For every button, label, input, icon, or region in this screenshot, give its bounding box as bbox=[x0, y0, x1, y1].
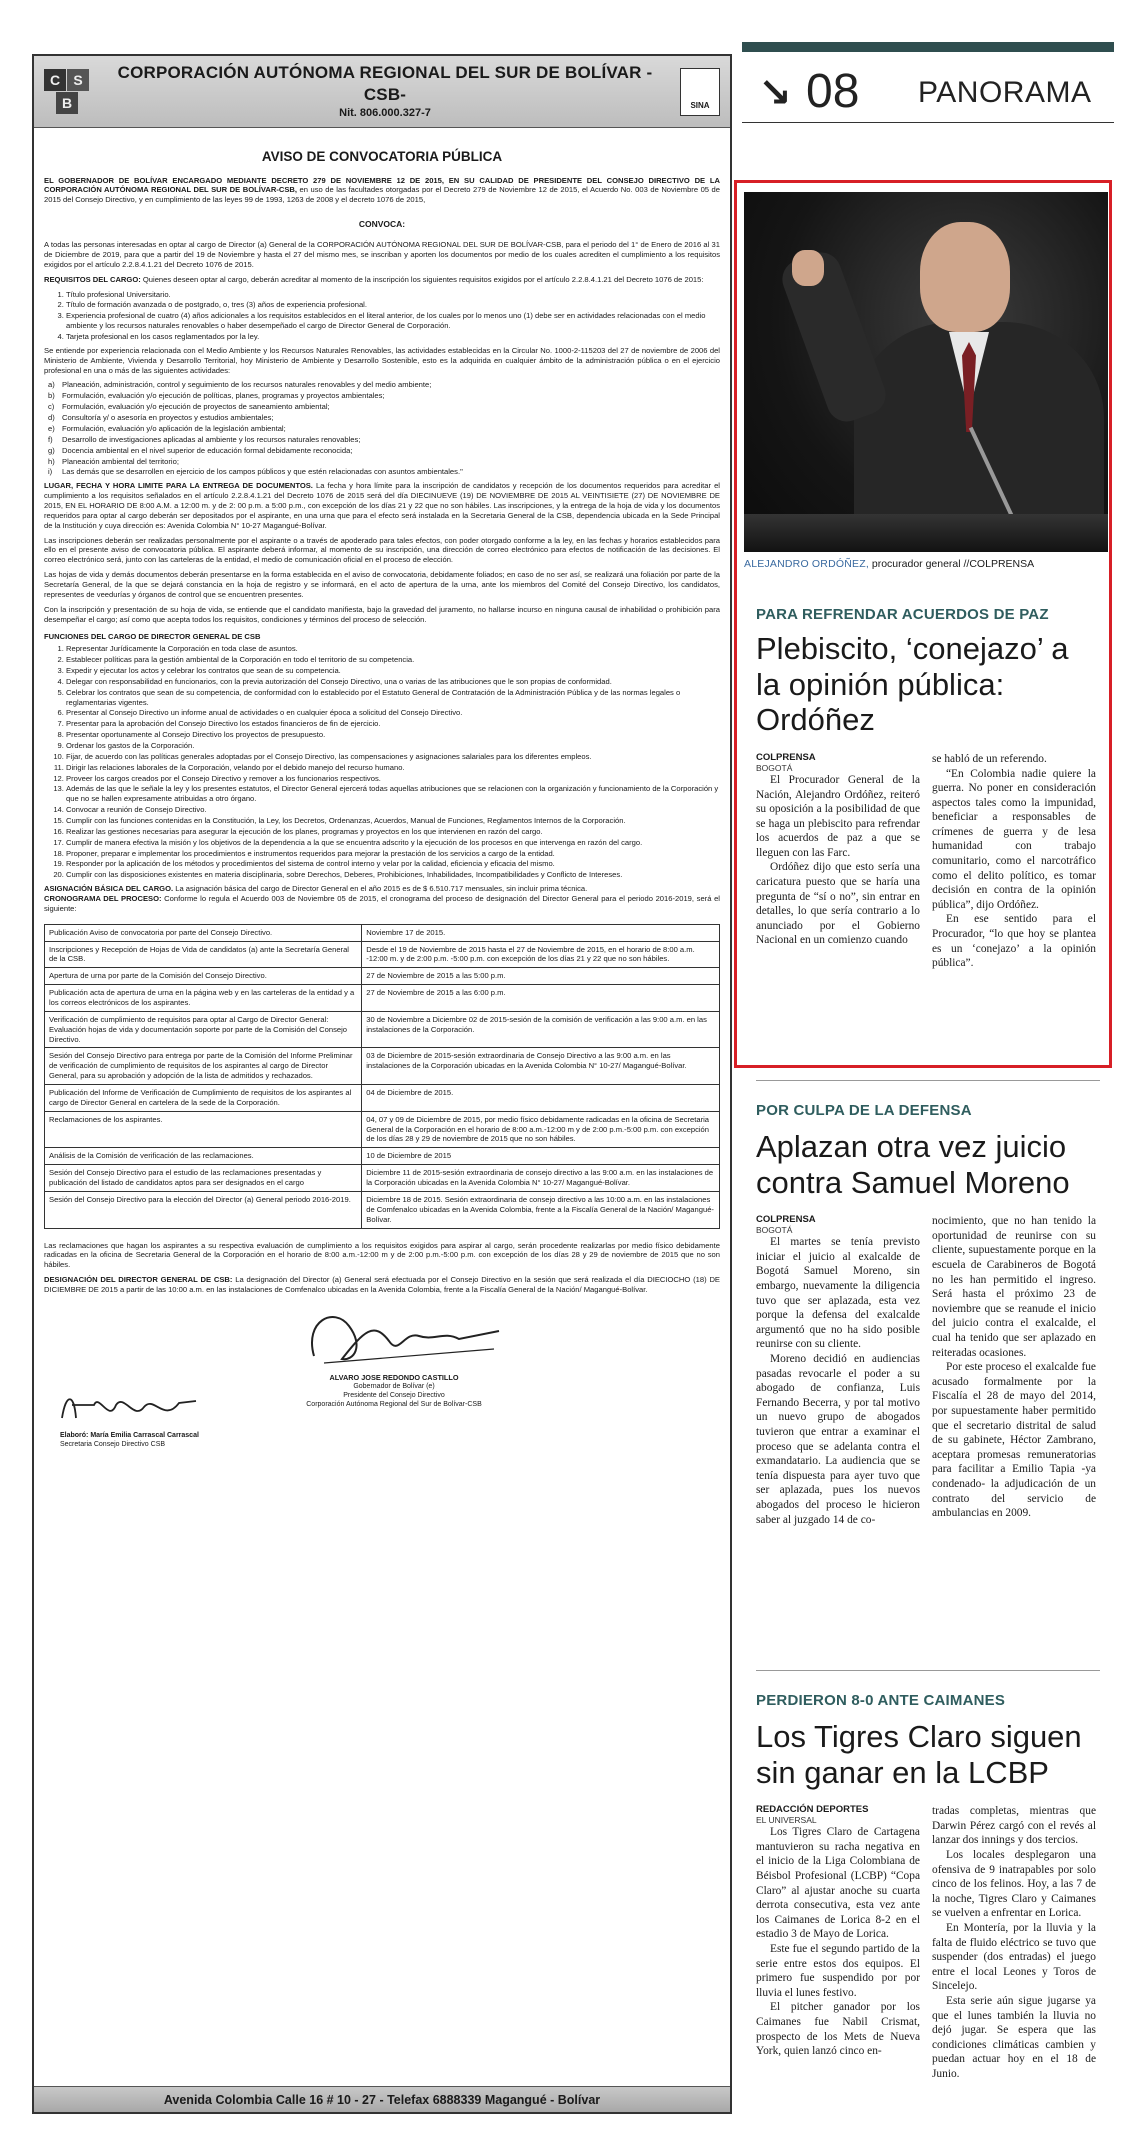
section-title: PANORAMA bbox=[918, 76, 1092, 109]
list-item: 4. Delegar con responsabilidad en funcionarios, con la previa autorización del Consejo Directivo, una o varias de las atribuciones que le son propias de conformidad. bbox=[66, 677, 720, 687]
article-headline: Plebiscito, ‘conejazo’ a la opinión pública: Ordóñez bbox=[756, 631, 1069, 738]
list-item: 9. Ordenar los gastos de la Corporación. bbox=[66, 741, 720, 751]
paragraph: Esta serie aún sigue jugarse ya que el lunes también la lluvia no dejó jugar. Se espera que las condiciones climáticas cambien y puedan actuar hoy en el 18 de Junio. bbox=[932, 1995, 1096, 2080]
list-item: 14. Convocar a reunión de Consejo Directivo. bbox=[66, 805, 720, 815]
byline: REDACCIÓN DEPORTES bbox=[756, 1804, 869, 1816]
list-item: 12. Proveer los cargos creados por el Consejo Directivo y remover a los funcionarios respectivos. bbox=[66, 774, 720, 784]
notice-footer: Avenida Colombia Calle 16 # 10 - 27 - Telefax 6888339 Magangué - Bolívar bbox=[34, 2086, 730, 2112]
intro-bold: EL GOBERNADOR DE BOLÍVAR ENCARGADO MEDIANTE DECRETO 279 DE NOVIEMBRE 12 DE 2015, EN SU CALIDAD DE PRESIDENTE DEL CONSEJO DIRECTIVO DE LA CORPORACIÓN AUTÓNOMA REGIONAL DEL SUR DE BOLÍVAR-CSB, bbox=[44, 175, 720, 195]
requisitos-text: Quienes deseen optar al cargo, deberán acreditar al momento de la inscripción los siguientes requisitos exigidos por el artículo 2.2.8.4.1.21 del Decreto 1076 de 2015: bbox=[142, 274, 704, 284]
byline: COLPRENSA bbox=[756, 1214, 816, 1226]
paragraph: El pitcher ganador por los Caimanes fue Nabil Crismat, prospecto de los Mets de Nueva York, quien lanzó cinco en- bbox=[756, 2001, 920, 2058]
list-item: g) Docencia ambiental en el nivel superior de educación formal debidamente reconocida; bbox=[48, 445, 353, 455]
table-cell: Publicación acta de apertura de urna en la página web y en las carteleras de la entidad y a los correos electrónicos de los aspirantes. bbox=[45, 985, 362, 1012]
table-row bbox=[45, 1148, 720, 1165]
designacion-paragraph bbox=[44, 1275, 720, 1295]
list-item: 11. Dirigir las relaciones laborales de la Corporación, velando por el debido manejo del recurso humano. bbox=[66, 763, 720, 773]
dateline: EL UNIVERSAL bbox=[756, 1815, 817, 1826]
paragraph: nocimiento, que no han tenido la oportunidad de reunirse con su cliente, supuestamente porque en la escuela de Carabineros de Bogotá no les han permitido el ingreso. Será hasta el próximo 23 de noviembre que se reanude el inicio del juicio contra el exalcalde, el cual ha tenido que ser aplazado en reiteradas ocasiones. bbox=[932, 1215, 1096, 1359]
intro-text: en uso de las facultades otorgadas por el Decreto 279 de Noviembre 12 de 2015, el Acuerdo No. 003 de Noviembre 05 de 2015 del Consejo Directivo, y en cumplimiento de las leyes 99 de 1993, 1263 de 2008 y el decreto 1076 de 2015, bbox=[44, 185, 720, 205]
paragraph: El martes se tenía previsto iniciar el juicio al exalcalde de Bogotá Samuel Moreno, sin embargo, nuevamente la diligencia tuvo que ser aplazada, esta vez porque la defensa del exalcalde argumentó que no ha sido posible reunirse con su cliente. bbox=[756, 1236, 920, 1351]
table-row bbox=[45, 985, 720, 1012]
list-item: 16. Realizar las gestiones necesarias para asegurar la ejecución de los planes, programas y proyectos en los que intervienen en razón del cargo. bbox=[66, 827, 720, 837]
paragraph: Por este proceso el exalcalde fue acusado formalmente por la Fiscalía el 28 de mayo del 2014, por supuestamente haber permitido que el secretario distrital de salud de su gabinete, Héctor Zambrano, aceptara promesas remuneratorias para facilitar a Emilio Tapia -ya condenado- la adjudicación de un contrato del servicio de ambulancias en 2009. bbox=[932, 1361, 1096, 1520]
list-item: e) Formulación, evaluación y/o aplicación de la legislación ambiental; bbox=[48, 423, 286, 433]
list-item: h) Planeación ambiental del territorio; bbox=[48, 456, 179, 466]
table-row bbox=[45, 924, 720, 941]
requisitos-paragraph bbox=[44, 275, 720, 285]
signer-name: ALVARO JOSE REDONDO CASTILLO bbox=[329, 1372, 459, 1382]
ordonez-photo bbox=[744, 192, 1108, 552]
org-nit: Nit. 806.000.327-7 bbox=[339, 107, 431, 120]
table-cell: Verificación de cumplimiento de requisitos para optar al Cargo de Director General: Evaluación hojas de vida y documentación soporte por parte de la Comisión del Consejo Directivo. bbox=[45, 1011, 362, 1048]
table-cell: 03 de Diciembre de 2015-sesión extraordinaria de Consejo Directivo a las 9:00 a.m. en las instalaciones de la Corporación ubicadas en la Avenida Colombia N° 10-27/ Magangué-Bolívar. bbox=[362, 1048, 720, 1085]
table-cell: Diciembre 18 de 2015. Sesión extraordinaria de consejo directivo a las 10:00 a.m. en las instalaciones de Comfenalco ubicadas en la Avenida Colombia, frente a la Fiscalía General de la Nación/ Magangué-Bolívar. bbox=[362, 1191, 720, 1228]
table-cell: 10 de Diciembre de 2015 bbox=[362, 1148, 720, 1165]
arrow-icon: ↘ bbox=[758, 70, 792, 116]
header-bar bbox=[742, 42, 1114, 52]
prepared-by: Elaboró: María Emilia Carrascal Carrascal bbox=[60, 1431, 199, 1439]
designacion-label: DESIGNACIÓN DEL DIRECTOR GENERAL DE CSB: bbox=[44, 1275, 233, 1285]
sina-logo: SINA bbox=[680, 68, 720, 116]
dateline: BOGOTÁ bbox=[756, 1225, 793, 1236]
table-cell: Noviembre 17 de 2015. bbox=[362, 924, 720, 941]
list-item: 18. Proponer, preparar e implementar los procedimientos e instrumentos requeridos para mejorar la prestación de los servicios a cargo de la entidad. bbox=[66, 849, 720, 859]
asignacion-label: ASIGNACIÓN BÁSICA DEL CARGO. bbox=[44, 884, 174, 894]
lugar-text-4: Con la inscripción y presentación de su hoja de vida, se entiende que el candidato manifiesta, bajo la gravedad del juramento, no hallarse incurso en ninguna causal de inhabilidad o prohibición para desempeñar el cargo; así como que acepta todos los requisitos, condiciones y términos del proceso de selección. bbox=[44, 604, 720, 624]
table-cell: 04, 07 y 09 de Diciembre de 2015, por medio físico debidamente radicadas en la oficina de Secretaria General de la Corporación en el horario de 8:00 a.m.-12:00 m y de 2:00 p.m.-5:00 p.m. con excepción de los días 28 y 29 de noviembre de 2015 que no son hábiles. bbox=[362, 1111, 720, 1148]
table-cell: Sesión del Consejo Directivo para la elección del Director (a) General periodo 2016-2019. bbox=[45, 1191, 362, 1228]
list-item: 17. Cumplir de manera efectiva la misión y los objetivos de la dependencia a la que se encuentra adscrito y la ejecución de los procesos en que intervenga en razón del cargo. bbox=[66, 838, 720, 848]
table-cell: Sesión del Consejo Directivo para entrega por parte de la Comisión del Informe Preliminar de verificación de cumplimiento de requisitos de los aspirantes al cargo de Director General, para su aprobación y adopción de la lista de admitidos y rechazados. bbox=[45, 1048, 362, 1085]
cronograma-text: Conforme lo regula el Acuerdo 003 de Noviembre 05 de 2015, el cronograma del proceso de designación del Director General para el periodo 2016-2019, será el siguiente: bbox=[44, 894, 720, 913]
governor-signature-block bbox=[234, 1373, 554, 1410]
list-item: 5. Celebrar los contratos que sean de su competencia, de conformidad con lo establecido por el Estatuto General de Contratación de la Administración Pública y de las normas legales o reglamentarias vigentes. bbox=[66, 688, 720, 708]
prepared-role: Secretaria Consejo Directivo CSB bbox=[60, 1440, 166, 1448]
org-block bbox=[100, 62, 670, 120]
logo-letter: C bbox=[44, 69, 66, 91]
list-item: 2. Título de formación avanzada o de postgrado, o, tres (3) años de experiencia profesional. bbox=[66, 300, 720, 310]
table-cell: Análisis de la Comisión de verificación de las reclamaciones. bbox=[45, 1148, 362, 1165]
article-body bbox=[756, 1804, 1096, 2081]
table-cell: Desde el 19 de Noviembre de 2015 hasta el 27 de Noviembre de 2015, en el horario de 8:00 a.m. -12:00 m. y de 2:00 p.m. -5:00 p.m. con excepción de los días 21 y 22 que no son hábiles. bbox=[362, 941, 720, 968]
list-item: a) Planeación, administración, control y seguimiento de los recursos naturales renovables y del medio ambiente; bbox=[48, 380, 432, 390]
photo-caption bbox=[744, 558, 1110, 570]
table-cell: Apertura de urna por parte de la Comisión del Consejo Directivo. bbox=[45, 968, 362, 985]
notice-title: AVISO DE CONVOCATORIA PÚBLICA bbox=[261, 149, 503, 164]
experiencia-text: Se entiende por experiencia relacionada con el Medio Ambiente y los Recursos Naturales Renovables, las actividades establecidas en la Circular No. 1000-2-115203 del 27 de noviembre de 2006 del Ministerio de Ambiente, Vivienda y Desarrollo Territorial, hoy Ministerio de Ambiente y Desarrollo Sostenible, esto es la adquirida en cualquier ámbito de la administración pública o en el ejercicio profesional en una o más de las siguientes actividades: bbox=[44, 345, 720, 375]
article-body bbox=[756, 1214, 1096, 1527]
signature-area bbox=[44, 1301, 720, 1471]
table-row bbox=[45, 1111, 720, 1148]
list-item: 19. Responder por la aplicación de los métodos y procedimientos del sistema de control interno y velar por la calidad, eficiencia y eficacia del mismo. bbox=[66, 859, 720, 869]
notice-intro bbox=[44, 176, 720, 206]
paragraph: Moreno decidió en audiencias pasadas revocarle el poder a su abogado de confianza, Luis Fernando Becerra, y por tal motivo un nuevo grupo de abogados tuvieron que entrar a examinar el proceso que se adelanta contra el exmandatario. La audiencia que se tenía dispuesta para ayer tuvo que ser aplazada, pues los nuevos abogados del proceso le hicieron saber al juzgado 14 de co- bbox=[756, 1353, 920, 1526]
table-cell: 27 de Noviembre de 2015 a las 5:00 p.m. bbox=[362, 968, 720, 985]
lugar-text-2: Las inscripciones deberán ser realizadas personalmente por el aspirante o a través de apoderado para tales efectos, con poder otorgado conforme a la ley, en las fechas y horarios establecidos para ello en el presente aviso de convocatoria pública. El aspirante deberá informar, al momento de su inscripción, una dirección de correo electrónico para efectos de notificación de las decisiones. El correo electrónico será, junto con las carteleras de la entidad, el medio de comunicación oficial en el proceso de elección. bbox=[44, 535, 720, 565]
table-cell: Diciembre 11 de 2015-sesión extraordinaria de consejo directivo a las 9:00 a.m. en las instalaciones de la Corporación ubicadas en la Avenida Colombia N° 10-27/ Magangué-Bolívar. bbox=[362, 1165, 720, 1192]
lugar-text: La fecha y hora límite para la inscripción de candidatos y recepción de los documentos requeridos para acreditar el cumplimiento a los requisitos señalados en el artículo 2.2.8.4.1.21 del Decreto 1076 de 2015 será del día DIECINUEVE (19) DE NOVIEMBRE DE 2015 AL VEINTISIETE (27) DE NOVIEMBRE DE 2015, EN EL HORARIO DE 8:00 A.M. a 12:00 m. y de 2: 00 p.m. a 5:00 p.m., con excepción de los días 21 y 22 que no son hábiles. Las inscripciones, y la entrega de la hoja de vida y los documentos requeridos para optar al cargo deberán ser depositados por el aspirante, en una urna que para el efecto será instalada en la Secretaria General de la CSB, dependencia ubicada en la Sede Principal de la Institución y cuya dirección es: Avenida Colombia N° 10-27 Magangué-Bolívar. bbox=[44, 481, 720, 530]
paragraph: Ordóñez dijo que esto sería una caricatura puesto que se haría una pregunta de “sí o no”, sin entrar en detalles, lo que sería contrario a lo anunciado por el Gobierno Nacional en un comienzo cuando bbox=[756, 861, 920, 947]
list-item: 6. Presentar al Consejo Directivo un informe anual de actividades o en cualquier época a solicitud del Consejo Directivo. bbox=[66, 708, 720, 718]
secretary-signature bbox=[54, 1383, 204, 1433]
cronograma-label: CRONOGRAMA DEL PROCESO: bbox=[44, 894, 162, 904]
table-cell: Sesión del Consejo Directivo para el estudio de las reclamaciones presentadas y publicación del listado de candidatos aptos para ser designados en el cargo bbox=[45, 1165, 362, 1192]
funciones-heading: FUNCIONES DEL CARGO DE DIRECTOR GENERAL DE CSB bbox=[44, 632, 261, 642]
table-row bbox=[45, 1165, 720, 1192]
list-item: 2. Establecer políticas para la gestión ambiental de la Corporación en todo el territorio de su competencia. bbox=[66, 655, 720, 665]
caption-name: ALEJANDRO ORDÓÑEZ, bbox=[744, 558, 869, 570]
list-item: 8. Presentar oportunamente al Consejo Directivo los proyectos de presupuesto. bbox=[66, 730, 720, 740]
paragraph: tradas completas, mientras que Darwin Pérez cargó con el revés al lanzar dos innings y dos tercios. bbox=[932, 1805, 1096, 1847]
table-row bbox=[45, 941, 720, 968]
funciones-list bbox=[66, 644, 720, 880]
signer-role: Gobernador de Bolívar (e) bbox=[353, 1383, 435, 1391]
paragraph: Los locales desplegaron una ofensiva de 9 inatrapables por solo cinco de los felinos. Hoy, a las 7 de la noche, Tigres Claro y Caimanes se vuelven a enfrentar en Lorica. bbox=[932, 1849, 1096, 1920]
caption-text: procurador general //COLPRENSA bbox=[871, 558, 1035, 570]
list-item: 7. Presentar para la aprobación del Consejo Directivo los estados financieros de fin de ejercicio. bbox=[66, 719, 720, 729]
designacion-text: La designación del Director (a) General será efectuada por el Consejo Directivo en la sesión que será realizada el día DIECIOCHO (18) DE DICIEMBRE DE 2015 a partir de las 10:00 a.m. en las instalaciones de Comfenalco ubicadas en la Avenida Colombia, frente a la Fiscalía General de la Nación/ Magangué-Bolívar. bbox=[44, 1275, 720, 1294]
paragraph: El Procurador General de la Nación, Alejandro Ordóñez, reiteró su oposición a la posibilidad de que se haga un plebiscito para refrendar los acuerdos de paz a que se lleguen con las Farc. bbox=[756, 773, 920, 859]
table-cell: 30 de Noviembre a Diciembre 02 de 2015-sesión de la comisión de verificación a las 9:00 a.m. en las instalaciones de la Corporación. bbox=[362, 1011, 720, 1048]
asignacion-text: La asignación básica del cargo de Director General en el año 2015 es de $ 6.510.717 mensuales, sin incluir prima técnica. bbox=[175, 884, 588, 894]
newspaper-page bbox=[742, 40, 1114, 2120]
table-cell: 04 de Diciembre de 2015. bbox=[362, 1085, 720, 1112]
page-number: 08 bbox=[806, 65, 860, 118]
list-item: 4. Tarjeta profesional en los casos reglamentados por la ley. bbox=[66, 332, 720, 342]
lugar-text-3: Las hojas de vida y demás documentos deberán presentarse en la forma establecida en el aviso de convocatoria, debidamente foliados; en caso de no ser así, se realizará una foliación por parte de la Secretaría General, de la que se dejará constancia en la hoja de registro y se informará, en el acto de apertura de la urna, ante los miembros del Comité del Consejo Directivo, los candidatos, representes de veedurías y órganos de control que se encuentren presentes. bbox=[44, 570, 720, 599]
table-row bbox=[45, 1191, 720, 1228]
list-item: 1. Representar Jurídicamente la Corporación en toda clase de asuntos. bbox=[66, 644, 720, 654]
list-item: d) Consultoría y/ o asesoría en proyectos y estudios ambientales; bbox=[48, 413, 274, 423]
list-item: 1. Título profesional Universitario. bbox=[66, 290, 720, 300]
governor-signature bbox=[294, 1301, 514, 1371]
schedule-table bbox=[44, 924, 720, 1229]
paragraph: En Montería, por la lluvia y la falta de fluido eléctrico se tuvo que suspender (dos entradas) el juego entre el local Leones y Toros de Sincelejo. bbox=[932, 1922, 1096, 1993]
table-cell: Inscripciones y Recepción de Hojas de Vida de candidatos (a) ante la Secretaría General de la CSB. bbox=[45, 941, 362, 968]
list-item: b) Formulación, evaluación y/o ejecución de políticas, planes, programas y proyectos ambientales; bbox=[48, 391, 385, 401]
requisitos-label: REQUISITOS DEL CARGO: bbox=[44, 274, 141, 284]
article-kicker: POR CULPA DE LA DEFENSA bbox=[756, 1102, 972, 1119]
divider bbox=[756, 1080, 1100, 1081]
article-body bbox=[756, 752, 1096, 971]
list-item: 10. Fijar, de acuerdo con las políticas generales adoptadas por el Consejo Directivo, las compensaciones y asignaciones salariales para los diferentes empleos. bbox=[66, 752, 720, 762]
list-item: 20. Cumplir con las disposiciones existentes en materia disciplinaria, sobre Derechos, Deberes, Prohibiciones, Inhabilidades, Incompatibilidades y Conflicto de Intereses. bbox=[66, 870, 720, 880]
list-item: c) Formulación, evaluación y/o ejecución de proyectos de saneamiento ambiental; bbox=[48, 402, 330, 412]
list-item: 13. Además de las que le señale la ley y los presentes estatutos, el Director General ejercerá todas aquellas atribuciones que se relacionen con la organización y funcionamiento de la Corporación y que no se hallen expresamente atribuidas a otro órgano. bbox=[66, 784, 720, 804]
article-tigres-claro bbox=[756, 1692, 1096, 2082]
table-cell: Reclamaciones de los aspirantes. bbox=[45, 1111, 362, 1148]
article-plebiscito bbox=[756, 606, 1096, 971]
list-item: f) Desarrollo de investigaciones aplicadas al ambiente y los recursos naturales renovables; bbox=[48, 434, 361, 444]
list-item: 3. Experiencia profesional de cuatro (4) años adicionales a los requisitos establecidos en el literal anterior, de los cuales por lo menos uno (1) debe ser en actividades relacionadas con el medio ambiente y los recursos naturales renovables o haber desempeñado el cargo de Director General de Corporación. bbox=[66, 311, 720, 331]
list-item: 3. Expedir y ejecutar los actos y celebrar los contratos que sean de su competencia. bbox=[66, 666, 720, 676]
section-header bbox=[742, 40, 1114, 128]
secretary-signature-block bbox=[60, 1431, 300, 1449]
paragraph: se habló de un referendo. bbox=[932, 752, 1047, 765]
table-cell: 27 de Noviembre de 2015 a las 6:00 p.m. bbox=[362, 985, 720, 1012]
notice-header bbox=[34, 56, 730, 128]
public-notice bbox=[32, 54, 732, 2114]
paragraph: Este fue el segundo partido de la serie entre estos dos equipos. El primero fue suspendido por por lluvia el lunes festivo. bbox=[756, 1943, 920, 1999]
org-name: CORPORACIÓN AUTÓNOMA REGIONAL DEL SUR DE BOLÍVAR -CSB- bbox=[117, 63, 653, 105]
article-kicker: PARA REFRENDAR ACUERDOS DE PAZ bbox=[756, 606, 1049, 623]
logo-letter: B bbox=[56, 92, 78, 114]
article-samuel-moreno bbox=[756, 1102, 1096, 1527]
csb-logo bbox=[44, 69, 90, 115]
requisitos-list bbox=[66, 290, 720, 342]
divider bbox=[756, 1670, 1100, 1671]
table-row bbox=[45, 968, 720, 985]
signer-role: Corporación Autónoma Regional del Sur de Bolívar-CSB bbox=[306, 1401, 482, 1409]
signer-role: Presidente del Consejo Directivo bbox=[343, 1392, 445, 1400]
list-item: 15. Cumplir con las funciones contenidas en la Constitución, la Ley, los Decretos, Ordenanzas, Acuerdos, Manual de Funciones, Reglamentos Internos de la Corporación. bbox=[66, 816, 720, 826]
table-row bbox=[45, 1048, 720, 1085]
reclamaciones-text: Las reclamaciones que hagan los aspirantes a su respectiva evaluación de cumplimiento a los requisitos exigidos para aspirar al cargo, serán procedente realizarlas por medio físico debidamente radicadas en la oficina de Secretaria General de la Corporación en el horario de 8:00 a.m.-12:00 m y de 2:00 p.m.-5:00 p.m. con excepción de los días 28 y 29 de noviembre de 2015 que no son hábiles. bbox=[44, 1240, 720, 1270]
byline: COLPRENSA bbox=[756, 751, 816, 763]
article-kicker: PERDIERON 8-0 ANTE CAIMANES bbox=[756, 1692, 1006, 1709]
dateline: BOGOTÁ bbox=[756, 762, 793, 773]
lugar-label: LUGAR, FECHA Y HORA LIMITE PARA LA ENTREGA DE DOCUMENTOS. bbox=[44, 481, 313, 491]
convoca-text: A todas las personas interesadas en optar al cargo de Director (a) General de la CORPORACIÓN AUTÓNOMA REGIONAL DEL SUR DE BOLÍVAR-CSB, para el periodo del 1° de Enero de 2016 al 31 de Diciembre de 2019, para que a partir del 19 de Noviembre y hasta el 27 del mismo mes, se inscriban y aporten los documentos por medio de los cuales acrediten el cumplimiento a los requisitos exigidos por el artículo 2.2.8.4.1.21 del Decreto 1076 de 2015. bbox=[44, 240, 720, 269]
convoca-heading: CONVOCA: bbox=[358, 219, 406, 230]
header-rule bbox=[742, 122, 1114, 123]
paragraph: “En Colombia nadie quiere la guerra. No poner en consideración aspectos tales como la impunidad, beneficiar a responsables de crímenes de guerra y de lesa humanidad con trabajo comunitario, como el narcotráfico como el delito político, es tomar decisión en contra de la opinión pública”, dijo Ordóñez. bbox=[932, 767, 1096, 911]
table-row bbox=[45, 1085, 720, 1112]
table-cell: Publicación del Informe de Verificación de Cumplimiento de requisitos de los aspirantes al cargo de Director General en cartelera de la sede de la Corporación. bbox=[45, 1085, 362, 1112]
actividades-list bbox=[48, 380, 720, 477]
logo-letter: S bbox=[67, 69, 89, 91]
list-item: i) Las demás que se desarrollen en ejercicio de los campos públicos y que estén relacionadas con asuntos ambientales." bbox=[48, 467, 463, 477]
article-headline: Aplazan otra vez juicio contra Samuel Moreno bbox=[756, 1129, 1070, 1200]
paragraph: Los Tigres Claro de Cartagena mantuvieron su racha negativa en el inicio de la Liga Colombiana de Béisbol Profesional (LCBP) “Copa Claro” al ajustar anoche su cuarta derrota consecutiva, esta vez ante los Caimanes de Lorica 8-2 en el estadio 3 de Mayo de Lorica. bbox=[756, 1826, 920, 1941]
paragraph: En ese sentido para el Procurador, “lo que hoy se plantea es un ‘conejazo’ a la opinión pública”. bbox=[932, 913, 1096, 970]
article-headline: Los Tigres Claro siguen sin ganar en la LCBP bbox=[756, 1719, 1082, 1790]
table-row bbox=[45, 1011, 720, 1048]
table-cell: Publicación Aviso de convocatoria por parte del Consejo Directivo. bbox=[45, 924, 362, 941]
lugar-paragraph bbox=[44, 481, 720, 530]
asignacion-paragraph bbox=[44, 884, 720, 914]
